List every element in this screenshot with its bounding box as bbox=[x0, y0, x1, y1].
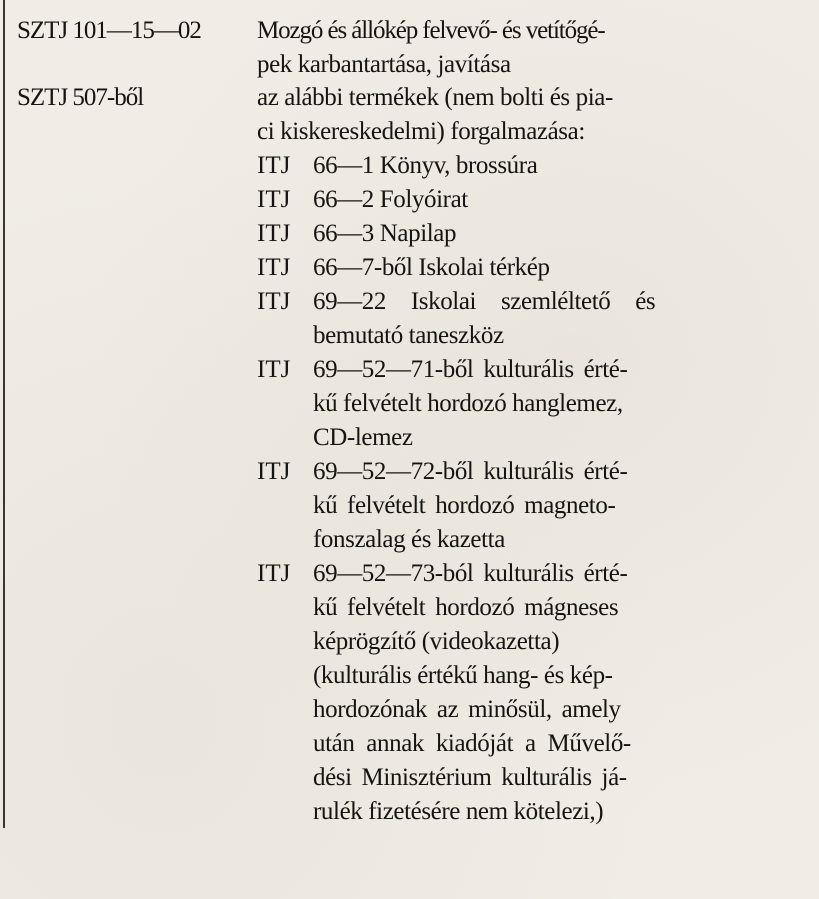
item-prefix: ITJ bbox=[257, 186, 291, 213]
item-line: 66—3 Napilap bbox=[313, 220, 457, 247]
item-prefix: ITJ bbox=[257, 220, 291, 247]
item-prefix: ITJ bbox=[257, 458, 291, 485]
left-margin-rule bbox=[3, 0, 5, 828]
entry-text-line: ci kiskereskedelmi) forgalmazása: bbox=[257, 118, 585, 145]
item-line: CD-lemez bbox=[313, 424, 413, 451]
item-line: után annak kiadóját a Művelő- bbox=[313, 730, 631, 757]
item-line: dési Minisztérium kulturális já- bbox=[313, 764, 627, 791]
item-line: képrögzítő (videokazetta) bbox=[313, 628, 560, 655]
entry-text-line: Mozgó és állókép felvevő- és vetítőgé- bbox=[257, 17, 605, 44]
item-line: 66—1 Könyv, brossúra bbox=[313, 152, 538, 179]
entry-text-line: az alábbi termékek (nem bolti és pia- bbox=[257, 84, 613, 111]
item-line: 69—52—72-ből kulturális érté- bbox=[313, 458, 628, 485]
item-line: hordozónak az minősül, amely bbox=[313, 696, 621, 723]
entry-code: SZTJ 507-ből bbox=[17, 84, 144, 111]
item-line: 69—52—73-ból kulturális érté- bbox=[313, 560, 628, 587]
item-prefix: ITJ bbox=[257, 356, 291, 383]
item-line: kű felvételt hordozó mágneses bbox=[313, 594, 619, 621]
item-line: 69—52—71-ből kulturális érté- bbox=[313, 356, 628, 383]
entry-text-line: pek karbantartása, javítása bbox=[257, 51, 511, 78]
item-line: rulék fizetésére nem kötelezi,) bbox=[313, 798, 604, 825]
item-line: 66—7-ből Iskolai térkép bbox=[313, 254, 550, 281]
item-prefix: ITJ bbox=[257, 560, 291, 587]
item-prefix: ITJ bbox=[257, 152, 291, 179]
item-line: 66—2 Folyóirat bbox=[313, 186, 468, 213]
item-prefix: ITJ bbox=[257, 288, 291, 315]
item-line: (kulturális értékű hang- és kép- bbox=[313, 662, 613, 689]
item-prefix: ITJ bbox=[257, 254, 291, 281]
item-line: fonszalag és kazetta bbox=[313, 526, 505, 553]
item-line: kű felvételt hordozó magneto- bbox=[313, 492, 616, 519]
item-line: bemutató taneszköz bbox=[313, 322, 504, 349]
entry-code: SZTJ 101—15—02 bbox=[17, 17, 201, 44]
item-line: 69—22 Iskolai szemléltető és bbox=[313, 288, 656, 315]
item-line: kű felvételt hordozó hanglemez, bbox=[313, 390, 623, 417]
